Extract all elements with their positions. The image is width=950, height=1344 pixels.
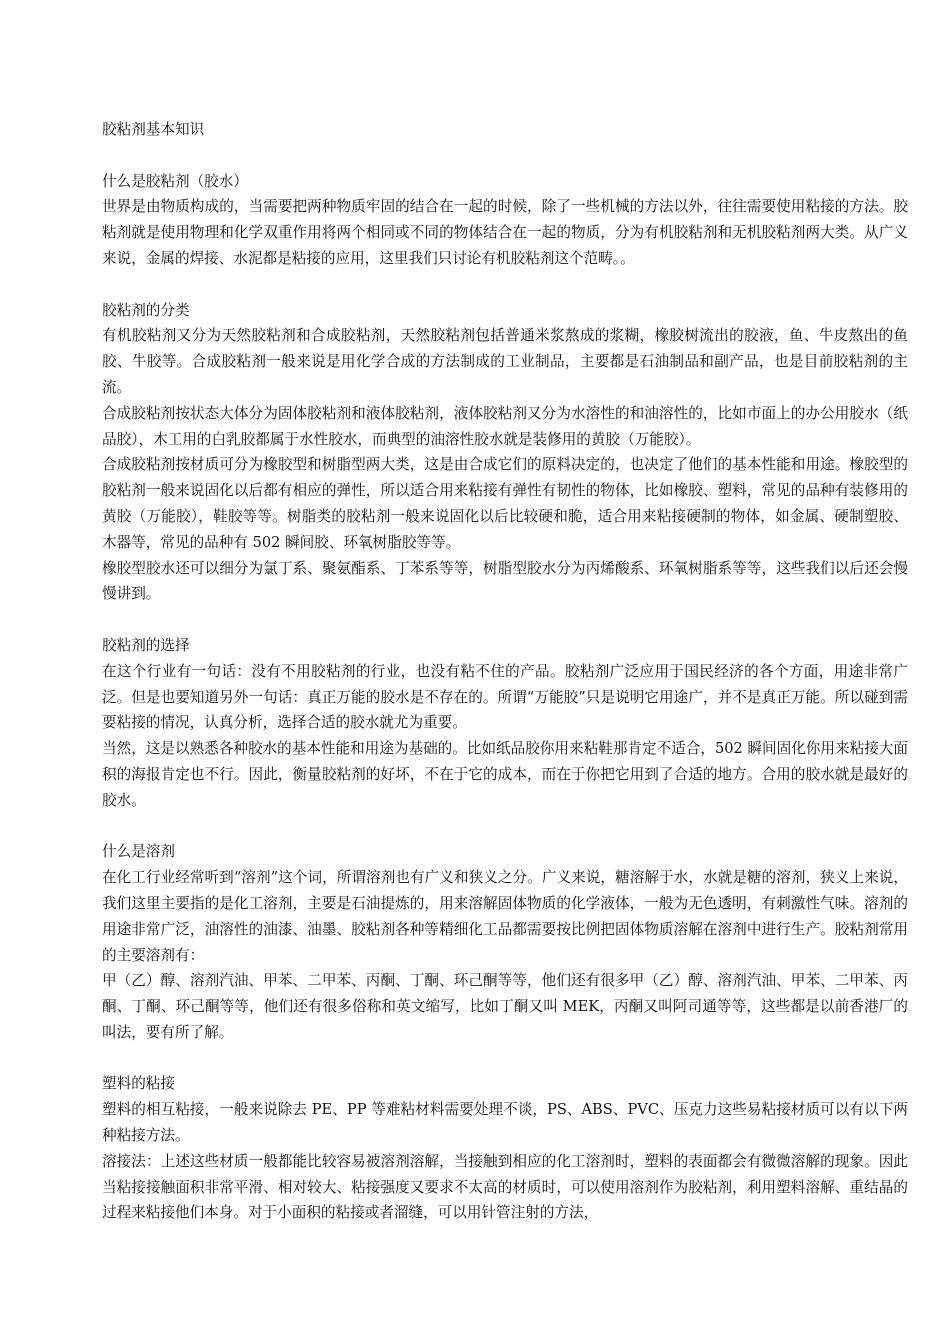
paragraph: 橡胶型胶水还可以细分为氯丁系、聚氨酯系、丁苯系等等，树脂型胶水分为丙烯酸系、环氧树脂系等等，这些我们以后还会慢慢讲到。 <box>102 559 908 603</box>
paragraph: 甲（乙）醇、溶剂汽油、甲苯、二甲苯、丙酮、丁酮、环己酮等等，他们还有很多甲（乙）醇、溶剂汽油、甲苯、二甲苯、丙酮、丁酮、环己酮等等，他们还有很多俗称和英文缩写，比如丁酮又叫 MEK，丙酮又叫阿司通等等，这些都是以前香港厂的叫法，要有所了解。 <box>102 972 908 1041</box>
paragraph: 有机胶粘剂又分为天然胶粘剂和合成胶粘剂，天然胶粘剂包括普通米浆熬成的浆糊，橡胶树流出的胶液，鱼、牛皮熬出的鱼胶、牛胶等。合成胶粘剂一般来说是用化学合成的方法制成的工业制品，主要都是石油制品和副产品，也是目前胶粘剂的主流。 <box>102 327 908 396</box>
section-adhesive-selection <box>102 633 908 814</box>
section-heading: 胶粘剂的选择 <box>102 636 190 654</box>
paragraph: 当然，这是以熟悉各种胶水的基本性能和用途为基础的。比如纸品胶你用来粘鞋那肯定不适合，502 瞬间固化你用来粘接大面积的海报肯定也不行。因此，衡量胶粘剂的好坏，不在于它的成本，而在于你把它用到了合适的地方。合用的胶水就是最好的胶水。 <box>102 740 908 809</box>
paragraph: 塑料的相互粘接，一般来说除去 PE、PP 等难粘材料需要处理不谈，PS、ABS、PVC、压克力这些易粘接材质可以有以下两种粘接方法。 <box>102 1101 908 1145</box>
paragraph: 在这个行业有一句话：没有不用胶粘剂的行业，也没有粘不住的产品。胶粘剂广泛应用于国民经济的各个方面，用途非常广泛。但是也要知道另外一句话：真正万能的胶水是不存在的。所谓“万能胶”只是说明它用途广，并不是真正万能。所以碰到需要粘接的情况，认真分析，选择合适的胶水就尤为重要。 <box>102 662 908 732</box>
section-adhesive-classification <box>102 298 908 608</box>
paragraph: 世界是由物质构成的，当需要把两种物质牢固的结合在一起的时候，除了一些机械的方法以外，往往需要使用粘接的方法。胶粘剂就是使用物理和化学双重作用将两个相同或不同的物体结合在一起的物质，分为有机胶粘剂和无机胶粘剂两大类。从广义来说，金属的焊接、水泥都是粘接的应用，这里我们只讨论有机胶粘剂这个范畴。。 <box>102 198 908 267</box>
paragraph: 合成胶粘剂按材质可分为橡胶型和树脂型两大类，这是由合成它们的原料决定的，也决定了他们的基本性能和用途。橡胶型的胶粘剂一般来说固化以后都有相应的弹性，所以适合用来粘接有弹性有韧性的物体，比如橡胶、塑料，常见的品种有装修用的黄胶（万能胶），鞋胶等等。树脂类的胶粘剂一般来说固化以后比较硬和脆，适合用来粘接硬制的物体，如金属、硬制塑胶、木器等，常见的品种有 502 瞬间胶、环氧树脂胶等等。 <box>102 456 908 551</box>
section-heading: 塑料的粘接 <box>102 1075 175 1093</box>
paragraph: 合成胶粘剂按状态大体分为固体胶粘剂和液体胶粘剂，液体胶粘剂又分为水溶性的和油溶性的，比如市面上的办公用胶水（纸品胶），木工用的白乳胶都属于水性胶水，而典型的油溶性胶水就是装修用的黄胶（万能胶）。 <box>102 404 908 448</box>
section-plastic-bonding <box>102 1071 908 1226</box>
document-title: 胶粘剂基本知识 <box>102 121 205 138</box>
section-heading: 胶粘剂的分类 <box>102 301 190 319</box>
section-heading: 什么是溶剂 <box>102 843 175 861</box>
paragraph: 在化工行业经常听到“溶剂”这个词，所谓溶剂也有广义和狭义之分。广义来说，糖溶解于水，水就是糖的溶剂，狭义上来说，我们这里主要指的是化工溶剂，主要是石油提炼的，用来溶解固体物质的化学液体，一般为无色透明，有刺激性气味。溶剂的用途非常广泛，油溶性的油漆、油墨、胶粘剂各种等精细化工品都需要按比例把固体物质溶解在溶剂中进行生产。胶粘剂常用的主要溶剂有： <box>102 869 908 964</box>
paragraph: 溶接法：上述这些材质一般都能比较容易被溶剂溶解，当接触到相应的化工溶剂时，塑料的表面都会有微微溶解的现象。因此当粘接接触面积非常平滑、相对较大、粘接强度又要求不太高的材质时，可以使用溶剂作为胶粘剂，利用塑料溶解、重结晶的过程来粘接他们本身。对于小面积的粘接或者溜缝，可以用针管注射的方法， <box>102 1152 908 1222</box>
section-heading: 什么是胶粘剂（胶水） <box>102 172 248 190</box>
section-what-is-adhesive <box>102 169 908 272</box>
section-what-is-solvent <box>102 839 908 1045</box>
document-page <box>102 117 908 1252</box>
